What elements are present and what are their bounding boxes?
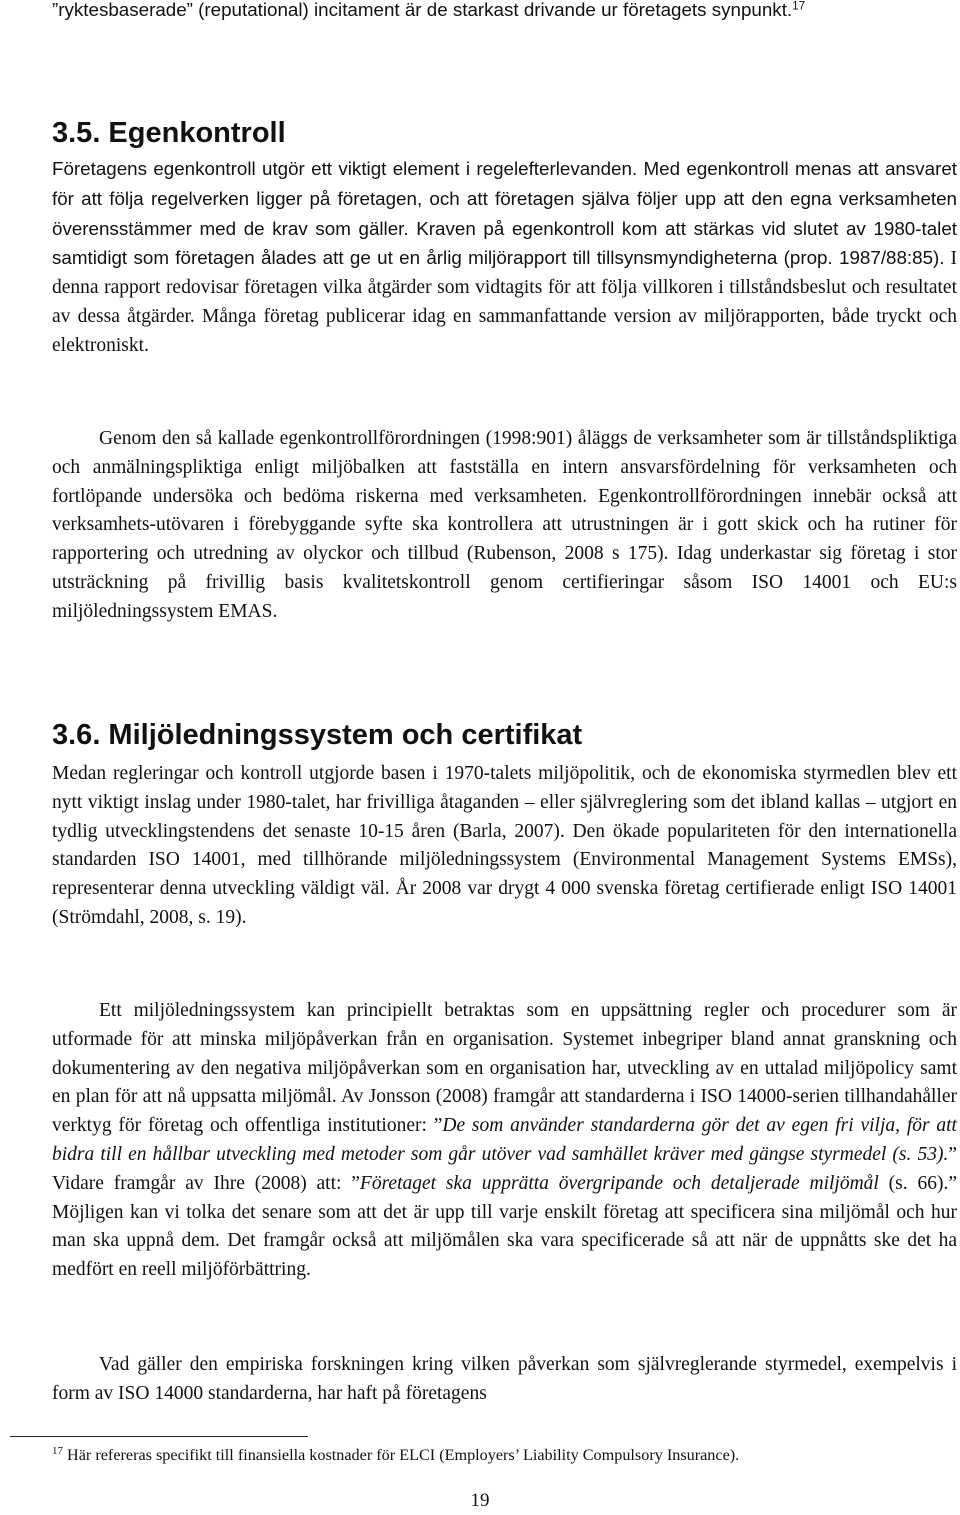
footnote-text: Här refereras specifikt till finansiella kostnader för ELCI (Employers’ Liability Compulsory Insurance). [63, 1446, 740, 1464]
paragraph-text-sans: Företagens egenkontroll utgör ett viktigt element i regelefterlevanden. Med egenkontroll menas att ansvaret för att följa regelverken ligger på företagen, och att företagen själva följer upp att den egna verksamheten överensstämmer med de krav som gäller. Kraven på egenkontroll kom att stärkas vid slutet av 1980-talet samtidigt som företagen ålades att ge ut en årlig miljörapport till tillsynsmyndigheterna (prop. 1987/88:85). [52, 158, 957, 269]
paragraph-egenkontroll-2: Genom den så kallade egenkontrollförordningen (1998:901) åläggs de verksamheter som är tillståndspliktiga och anmälningspliktiga enligt miljöbalken att fastställa en intern ansvarsfördelning för verksamheten och fortlöpande undersöka och bedöma riskerna med verksamheten. Egenkontrollförordningen innebär också att verksamhets-utövaren i förebyggande syfte ska kontrollera att utrustningen är i gott skick och ha rutiner för rapportering och utredning av olyckor och tillbud (Rubenson, 2008 s 175). Idag underkastar sig företag i stor utsträckning på frivillig basis kvalitetskontroll genom certifieringar såsom ISO 14001 och EU:s miljöledningssystem EMAS. [52, 428, 957, 622]
paragraph-text: Ett miljöledningssystem kan principiellt betraktas som en uppsättning regler och procedurer som är utformade för att minska miljöpåverkan från en organisation. Systemet inbegriper bland annat granskning och dokumentering av den negativa miljöpåverkan som en organisation har, utveckling av en uttalad miljöpolicy samt en plan för att nå uppsatta miljömål. Av Jonsson (2008) framgår att standarderna i ISO 14000-serien tillhandahåller verktyg för företag och offentliga institutioner: ” [52, 1000, 957, 1137]
footnote [52, 1444, 739, 1466]
footnote-ref[interactable]: 17 [792, 0, 806, 13]
paragraph-text: ” Vidare framgår av Ihre (2008) att: ” [52, 1143, 957, 1194]
paragraph-text-serif: I denna rapport redovisar företagen vilka åtgärder som vidtagits för att följa villkoren i tillståndsbeslut och resultatet av dessa åtgärder. Många företag publicerar idag en sammanfattande version av miljörapporten, både tryckt och elektroniskt. [52, 248, 958, 356]
paragraph-miljoledning-3: Vad gäller den empiriska forskningen kring vilken påverkan som självreglerande styrmedel, exempelvis i form av ISO 14000 standarderna, har haft på företagens [52, 1354, 957, 1404]
paragraph-miljoledning-1: Medan regleringar och kontroll utgjorde basen i 1970-talets miljöpolitik, och de ekonomiska styrmedlen blev ett nytt viktigt inslag under 1980-talet, har frivilliga åtaganden – eller självreglering som det ibland kallas – utgjort en tydlig utvecklingstendens det senaste 10-15 åren (Barla, 2007). Den ökade populariteten för den internationella standarden ISO 14001, med tillhörande miljöledningssystem (Environmental Management Systems EMSs), representerar denna utveckling väldigt väl. År 2008 var drygt 4 000 svenska företag certifierade enligt ISO 14001 (Strömdahl, 2008, s. 19). [52, 763, 957, 928]
footnote-number: 17 [52, 1444, 63, 1457]
quote-ihre: Företaget ska upprätta övergripande och detaljerade miljömål [359, 1172, 879, 1194]
continued-text: ”ryktesbaserade” (reputational) incitament är de starkast drivande ur företagets synpunkt. [52, 0, 793, 20]
section-heading-3-6: 3.6. Miljöledningssystem och certifikat [52, 719, 583, 751]
paragraph-miljoledning-2 [52, 997, 957, 1285]
footnote-separator [10, 1436, 308, 1437]
quote-jonsson: De som använder standarderna gör det av egen fri vilja, för att bidra till en hållbar utveckling med metoder som går utöver vad samhället kräver med gängse styrmedel (s. 53). [52, 1115, 957, 1165]
section-heading-3-5: 3.5. Egenkontroll [52, 117, 286, 149]
paragraph-text: (s. 66).” Möjligen kan vi tolka det senare som att det är upp till varje enskilt företag att specificera sina miljömål och hur man ska uppnå dem. Det framgår också att miljömålen ska vara specificerade så att när de uppnåtts ske det ha medfört en reell miljöförbättring. [52, 1172, 957, 1281]
page-number: 19 [470, 1490, 490, 1511]
paragraph-egenkontroll-1 [52, 155, 957, 361]
continued-paragraph [52, 0, 957, 25]
